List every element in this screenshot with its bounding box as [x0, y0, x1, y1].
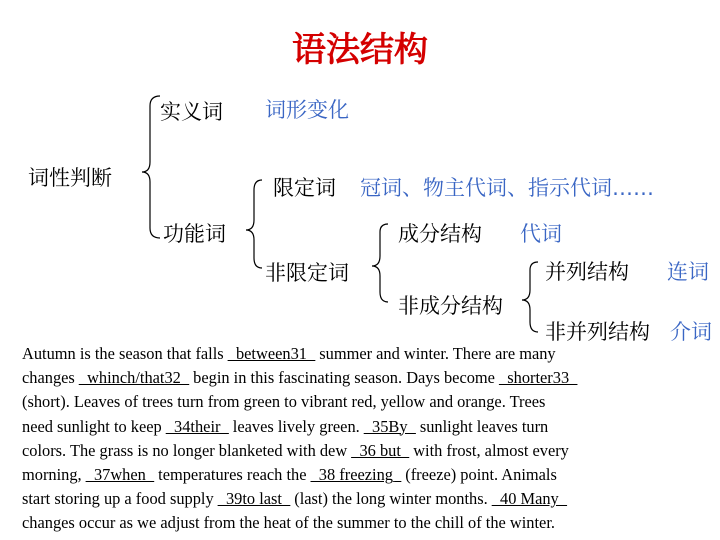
- passage-text: [22, 342, 712, 536]
- answer-blank: _35By_: [363, 416, 416, 436]
- answer-blank: _34their_: [165, 416, 229, 436]
- answer-blank: _36 but_: [351, 440, 410, 460]
- passage-segment: summer and winter. There are many: [315, 344, 556, 363]
- passage-segment: start storing up a food supply: [22, 489, 218, 509]
- brace-feichengfen: [522, 262, 538, 332]
- answer-blank: _whinch/that32_: [78, 368, 190, 388]
- passage-line: [22, 342, 712, 366]
- passage-segment: sunlight leaves turn: [415, 416, 549, 436]
- passage-line: [22, 487, 712, 511]
- passage-line: [22, 463, 712, 487]
- passage-segment: changes occur as we adjust from the heat of the summer to the chill of the winter.: [22, 513, 555, 533]
- node-feibinglie: 非并列结构: [545, 320, 650, 344]
- node-chengfen: 成分结构: [398, 222, 482, 246]
- passage-segment: need sunlight to keep: [22, 416, 166, 436]
- answer-blank: _40 Many_: [491, 489, 567, 509]
- passage-segment: (freeze) point. Animals: [401, 465, 557, 485]
- answer-blank: _38 freezing_: [310, 465, 402, 485]
- passage-segment: temperatures reach the: [154, 465, 311, 485]
- answer-blank: _shorter33_: [499, 368, 578, 388]
- node-cixing-change: 词形变化: [265, 98, 349, 122]
- answer-blank: _39to last_: [217, 489, 291, 509]
- passage-segment: (last) the long winter months.: [290, 489, 492, 509]
- node-daici: 代词: [520, 222, 562, 246]
- passage-segment: colors. The grass is no longer blanketed with dew: [22, 440, 352, 460]
- node-gongnengci: 功能词: [163, 222, 226, 246]
- passage-segment: begin in this fascinating season. Days become: [189, 368, 500, 388]
- node-xianding: 限定词: [273, 176, 336, 200]
- passage-segment: (short). Leaves of trees turn from green to vibrant red, yellow and orange. Trees: [22, 392, 546, 412]
- node-lianci: 连词: [667, 260, 709, 284]
- page-title: 语法结构: [292, 30, 428, 70]
- passage-line: [22, 439, 712, 463]
- brace-feixianding: [372, 224, 388, 302]
- brace-root: [142, 96, 160, 238]
- passage-line: [22, 415, 712, 439]
- node-feixianding: 非限定词: [265, 261, 349, 285]
- passage-segment: with frost, almost every: [409, 440, 569, 460]
- node-binglie: 并列结构: [545, 260, 629, 284]
- passage-segment: Autumn is the season that falls: [22, 344, 228, 363]
- brace-gongnengci: [246, 180, 262, 268]
- node-jieci: 介词: [670, 320, 712, 344]
- passage-segment: leaves lively green.: [228, 416, 364, 436]
- answer-blank: _between31_: [227, 344, 316, 363]
- node-root: 词性判断: [28, 166, 112, 190]
- passage-line: [22, 511, 712, 535]
- node-shiyici: 实义词: [160, 100, 223, 124]
- passage-line: [22, 390, 712, 414]
- passage-segment: changes: [22, 368, 79, 388]
- node-xianding-detail: 冠词、物主代词、指示代词……: [360, 176, 654, 200]
- answer-blank: _37when_: [85, 465, 155, 485]
- node-feichengfen: 非成分结构: [398, 294, 503, 318]
- passage-line: [22, 366, 712, 390]
- passage-segment: morning,: [22, 465, 86, 485]
